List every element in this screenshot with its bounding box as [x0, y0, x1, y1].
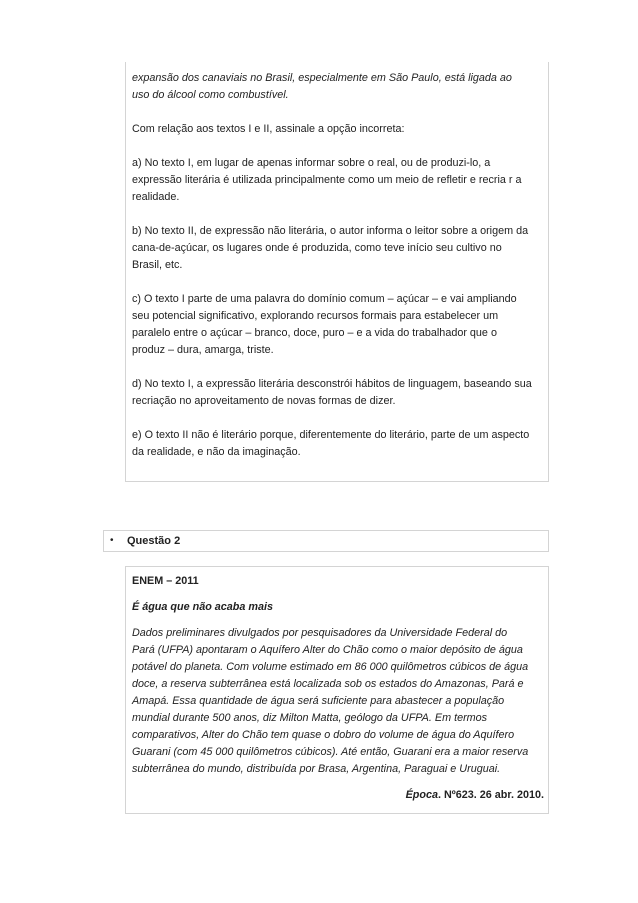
text-line: uso do álcool como combustível.	[132, 89, 289, 101]
option-a	[132, 155, 544, 206]
text-line: subterrânea do mundo, distribuída por Brasa, Argentina, Paraguai e Uruguai.	[132, 763, 501, 775]
bullet-icon: •	[110, 535, 114, 546]
option-b	[132, 223, 544, 274]
text-line: Amapá. Essa quantidade de água será suficiente para abastecer a população	[132, 695, 505, 707]
question-1-content-box	[125, 62, 549, 482]
text-line: c) O texto I parte de uma palavra do domínio comum – açúcar – e vai ampliando	[132, 293, 517, 305]
text-line: Dados preliminares divulgados por pesquisadores da Universidade Federal do	[132, 627, 508, 639]
option-d	[132, 376, 544, 410]
citation	[132, 787, 544, 804]
text-line: realidade.	[132, 191, 180, 203]
citation-details: . Nº623. 26 abr. 2010.	[438, 789, 544, 801]
text-line: da realidade, e não da imaginação.	[132, 446, 301, 458]
option-e	[132, 427, 544, 461]
text-line: doce, a reserva subterrânea está localizada sob os estados do Amazonas, Pará e	[132, 678, 524, 690]
text-line: potável do planeta. Com volume estimado em 86 000 quilômetros cúbicos de água	[132, 661, 529, 673]
text-title: É água que não acaba mais	[132, 601, 274, 613]
question-2-header[interactable]	[103, 530, 549, 552]
text-line: Pará (UFPA) apontaram o Aquífero Alter do Chão como o maior depósito de água	[132, 644, 523, 656]
text-line: a) No texto I, em lugar de apenas informar sobre o real, ou de produzi-lo, a	[132, 157, 491, 169]
text-line: seu potencial significativo, explorando recursos formais para estabelecer um	[132, 310, 499, 322]
question-prompt: Com relação aos textos I e II, assinale a opção incorreta:	[132, 123, 405, 135]
citation-magazine: Época	[405, 789, 438, 801]
text-line: d) No texto I, a expressão literária desconstrói hábitos de linguagem, baseando sua	[132, 378, 532, 390]
text-line: produz – dura, amarga, triste.	[132, 344, 274, 356]
question-source: ENEM – 2011	[132, 575, 199, 587]
question-2-label: Questão 2	[127, 535, 181, 547]
text-line: mundial durante 500 anos, diz Milton Matta, geólogo da UFPA. Em termos	[132, 712, 488, 724]
text-line: b) No texto II, de expressão não literária, o autor informa o leitor sobre a origem da	[132, 225, 529, 237]
text-line: paralelo entre o açúcar – branco, doce, puro – e a vida do trabalhador que o	[132, 327, 497, 339]
question-2-content-box	[125, 566, 549, 814]
option-c	[132, 291, 544, 359]
text-line: comparativos, Alter do Chão tem quase o dobro do volume de água do Aquífero	[132, 729, 515, 741]
text-line: expansão dos canaviais no Brasil, especialmente em São Paulo, está ligada ao	[132, 72, 512, 84]
text-line: cana-de-açúcar, os lugares onde é produzida, como teve início seu cultivo no	[132, 242, 502, 254]
text-line: expressão literária é utilizada principalmente como um meio de refletir e recria r a	[132, 174, 522, 186]
text-line: Brasil, etc.	[132, 259, 183, 271]
text-body	[132, 625, 544, 778]
text-line: recriação no aproveitamento de novas formas de dizer.	[132, 395, 396, 407]
text-line: e) O texto II não é literário porque, diferentemente do literário, parte de um aspecto	[132, 429, 530, 441]
intro-excerpt	[132, 70, 544, 104]
text-line: Guarani (com 45 000 quilômetros cúbicos). Até então, Guarani era a maior reserva	[132, 746, 529, 758]
